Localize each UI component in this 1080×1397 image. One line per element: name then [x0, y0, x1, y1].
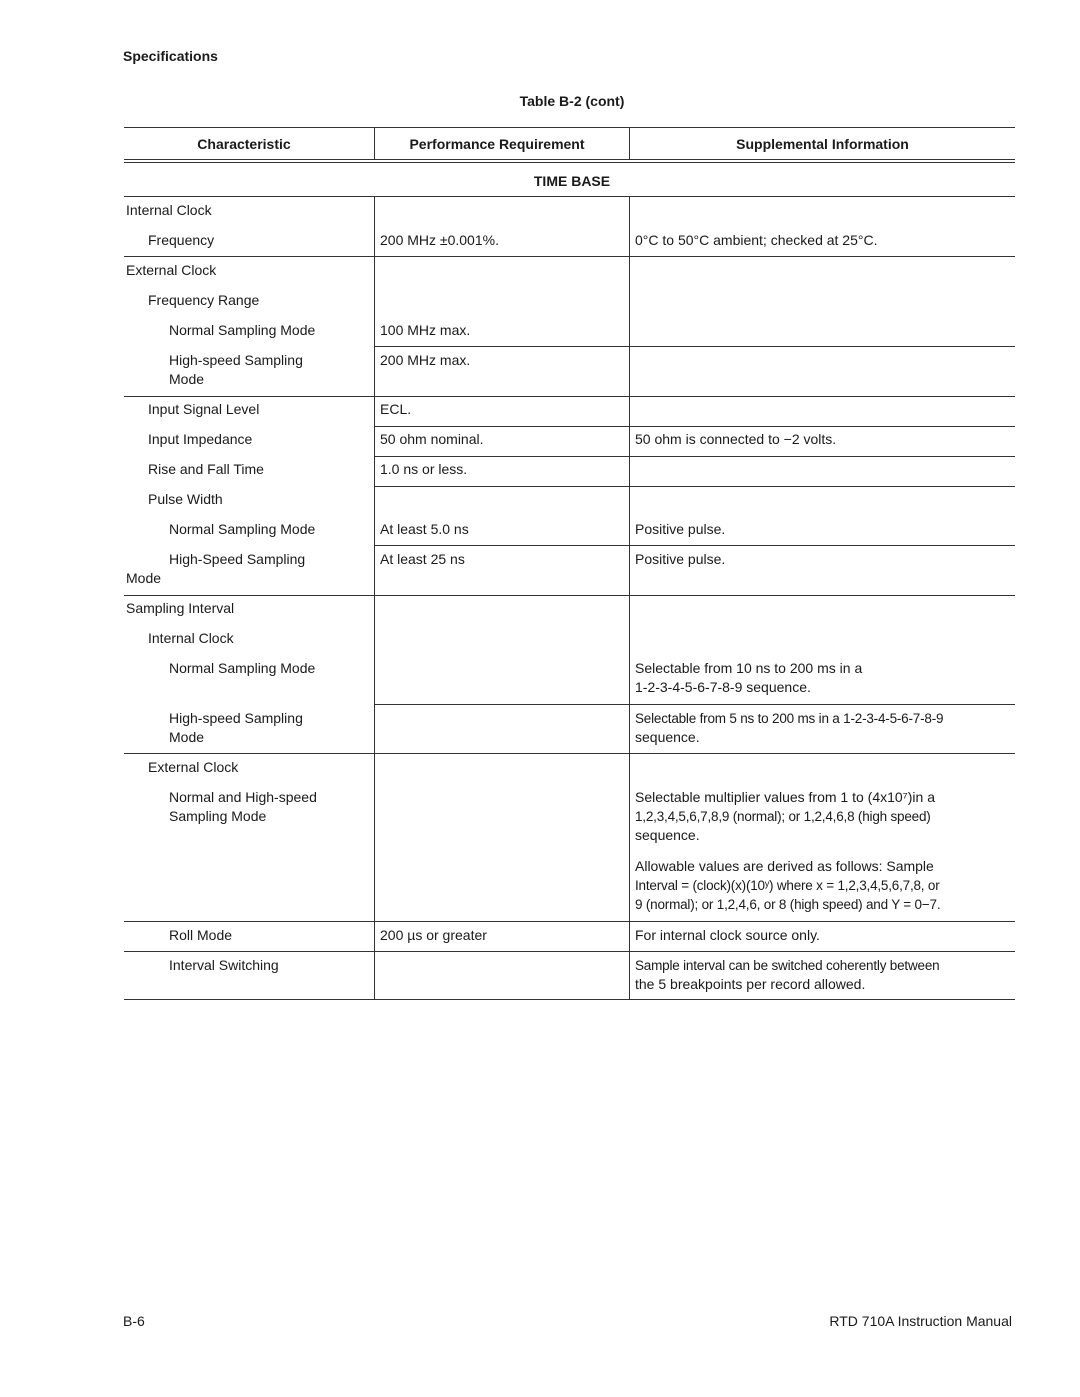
row-rule — [124, 595, 1015, 596]
characteristic-cell: Mode — [169, 371, 205, 387]
supplemental-cell: Allowable values are derived as follows: Sample — [635, 858, 934, 874]
characteristic-cell: High-speed Sampling — [169, 710, 303, 726]
row-rule — [124, 921, 1015, 922]
performance-cell: 200 µs or greater — [380, 927, 487, 943]
performance-cell: 100 MHz max. — [380, 322, 471, 338]
manual-title: RTD 710A Instruction Manual — [829, 1313, 1012, 1329]
characteristic-cell: Internal Clock — [148, 630, 234, 646]
column-divider-2 — [629, 197, 630, 1000]
row-rule — [375, 486, 1015, 487]
characteristic-cell: Sampling Mode — [169, 808, 267, 824]
performance-cell: At least 25 ns — [380, 551, 465, 567]
supplemental-cell: Sample interval can be switched coherently between — [635, 958, 940, 973]
characteristic-cell: Mode — [169, 729, 205, 745]
characteristic-cell: High-Speed Sampling — [169, 551, 306, 567]
characteristic-cell: Rise and Fall Time — [148, 461, 264, 477]
characteristic-cell: Normal Sampling Mode — [169, 322, 316, 338]
supplemental-cell: 9 (normal); or 1,2,4,6, or 8 (high speed) and Y = 0−7. — [635, 897, 941, 912]
supplemental-cell: Selectable multiplier values from 1 to (4x10⁷)in a — [635, 789, 935, 805]
page-number: B-6 — [123, 1313, 145, 1329]
performance-cell: At least 5.0 ns — [380, 521, 469, 537]
supplemental-cell: the 5 breakpoints per record allowed. — [635, 976, 866, 992]
header-rule-1 — [124, 159, 1015, 160]
header-rule-2 — [124, 162, 1015, 163]
section-title-time-base: TIME BASE — [533, 173, 611, 189]
row-rule — [124, 951, 1015, 952]
row-rule — [375, 346, 1015, 347]
supplemental-cell: sequence. — [635, 729, 700, 745]
performance-cell: ECL. — [380, 401, 412, 417]
characteristic-cell: Internal Clock — [126, 202, 212, 218]
supplemental-cell: Positive pulse. — [635, 521, 726, 537]
performance-cell: 50 ohm nominal. — [380, 431, 484, 447]
performance-cell: 200 MHz ±0.001%. — [380, 232, 499, 248]
row-rule — [375, 545, 1015, 546]
supplemental-cell: Positive pulse. — [635, 551, 726, 567]
table-top-rule — [124, 127, 1015, 128]
supplemental-cell: Selectable from 5 ns to 200 ms in a 1-2-3-4-5-6-7-8-9 — [635, 711, 944, 726]
performance-cell: 1.0 ns or less. — [380, 461, 468, 477]
supplemental-cell: 1-2-3-4-5-6-7-8-9 sequence. — [635, 679, 811, 695]
characteristic-cell: Interval Switching — [169, 957, 279, 973]
characteristic-cell: Normal and High-speed — [169, 789, 317, 805]
characteristic-cell: Normal Sampling Mode — [169, 660, 316, 676]
supplemental-cell: 1,2,3,4,5,6,7,8,9 (normal); or 1,2,4,6,8 (high speed) — [635, 809, 931, 824]
characteristic-cell: Mode — [126, 570, 162, 586]
row-rule — [124, 396, 1015, 397]
characteristic-cell: Frequency — [148, 232, 215, 248]
row-rule — [124, 256, 1015, 257]
supplemental-cell: sequence. — [635, 827, 700, 843]
row-rule — [124, 753, 1015, 754]
section-rule — [124, 196, 1015, 197]
characteristic-cell: Frequency Range — [148, 292, 260, 308]
supplemental-cell: For internal clock source only. — [635, 927, 820, 943]
column-header-supplemental: Supplemental Information — [736, 136, 909, 152]
column-header-performance: Performance Requirement — [409, 136, 585, 152]
supplemental-cell: Selectable from 10 ns to 200 ms in a — [635, 660, 863, 676]
column-header-characteristic: Characteristic — [197, 136, 291, 152]
supplemental-cell: 0°C to 50°C ambient; checked at 25°C. — [635, 232, 878, 248]
table-title: Table B-2 (cont) — [519, 93, 625, 109]
characteristic-cell: External Clock — [148, 759, 239, 775]
page-header: Specifications — [123, 48, 218, 64]
characteristic-cell: External Clock — [126, 262, 217, 278]
supplemental-cell: Interval = (clock)(x)(10ʸ) where x = 1,2,3,4,5,6,7,8, or — [635, 878, 940, 893]
row-rule — [375, 456, 1015, 457]
column-divider-1 — [374, 197, 375, 1000]
characteristic-cell: High-speed Sampling — [169, 352, 303, 368]
characteristic-cell: Input Signal Level — [148, 401, 260, 417]
row-rule — [375, 426, 1015, 427]
characteristic-cell: Roll Mode — [169, 927, 233, 943]
row-rule — [375, 704, 1015, 705]
characteristic-cell: Input Impedance — [148, 431, 253, 447]
characteristic-cell: Pulse Width — [148, 491, 223, 507]
performance-cell: 200 MHz max. — [380, 352, 471, 368]
characteristic-cell: Normal Sampling Mode — [169, 521, 316, 537]
characteristic-cell: Sampling Interval — [126, 600, 235, 616]
table-bottom-rule — [124, 999, 1015, 1000]
supplemental-cell: 50 ohm is connected to −2 volts. — [635, 431, 837, 447]
